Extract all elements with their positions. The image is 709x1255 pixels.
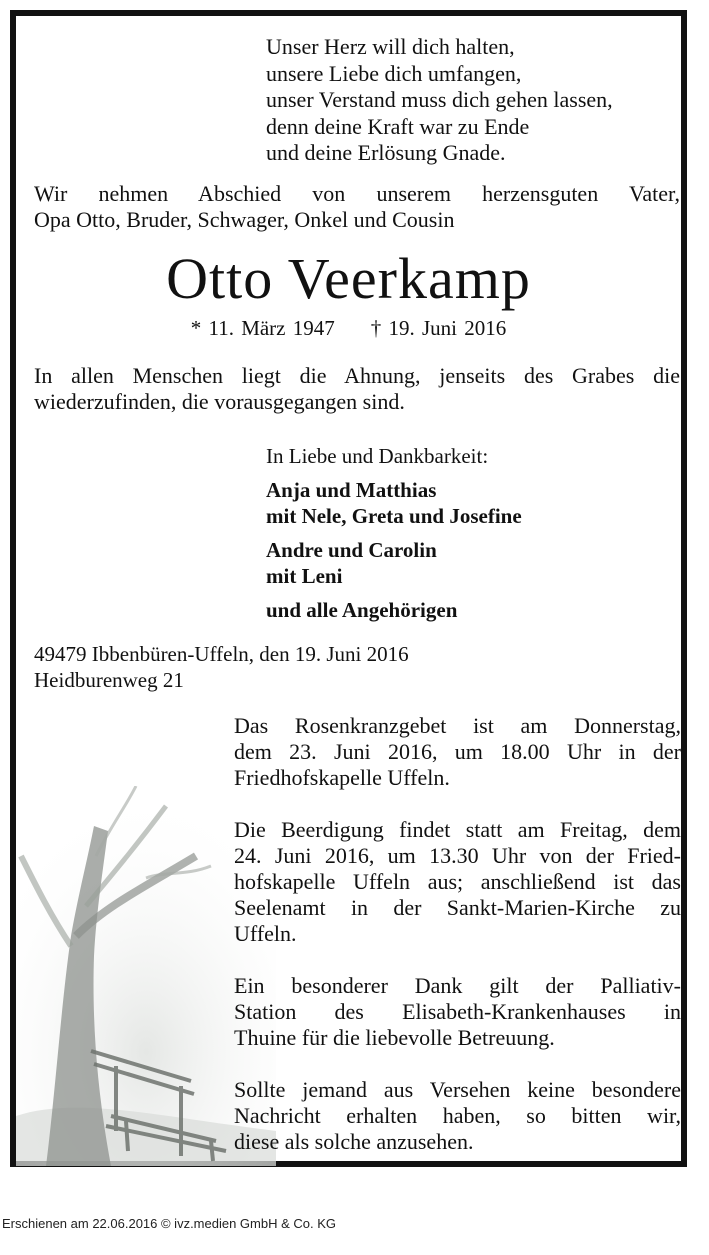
notice-line: Ein besonderer Dank gilt der Palliativ- — [234, 973, 681, 998]
quote-line: In allen Menschen liegt die Ahnung, jenseits des Grabes die — [34, 363, 680, 388]
notice-line: Das Rosenkranzgebet ist am Donnerstag, — [234, 713, 681, 738]
place-date: 49479 Ibbenbüren-Uffeln, den 19. Juni 2016 — [34, 642, 409, 666]
mourner-group: Andre und Carolin — [266, 538, 437, 562]
notice-line: Uffeln. — [234, 921, 297, 946]
notice-line: 24. Juni 2016, um 13.30 Uhr von der Fried- — [234, 843, 681, 868]
place-and-address — [34, 641, 409, 693]
poem-line: und deine Erlösung Gnade. — [266, 140, 506, 165]
deceased-name: Otto Veerkamp — [166, 246, 531, 311]
poem-line: unsere Liebe dich umfangen, — [266, 60, 522, 86]
life-dates — [16, 316, 681, 341]
notice-line: hofskapelle Uffeln aus; anschließend ist das — [234, 869, 681, 894]
mourner-group: mit Leni — [266, 564, 343, 588]
poem-line: Unser Herz will dich halten, — [266, 34, 515, 59]
missed-notification-notice — [234, 1077, 681, 1155]
mourners-heading: In Liebe und Dankbarkeit: — [266, 444, 489, 468]
notice-line: Friedhofskapelle Uffeln. — [234, 765, 450, 790]
notice-line: Thuine für die liebevolle Betreuung. — [234, 1025, 555, 1050]
notice-line: Nachricht erhalten haben, so bitten wir, — [234, 1103, 681, 1128]
rosary-notice — [234, 713, 681, 791]
notice-line: Seelenamt in der Sankt-Marien-Kirche zu — [234, 895, 681, 920]
publication-footer: Erschienen am 22.06.2016 © ivz.medien GmbH & Co. KG — [2, 1216, 337, 1231]
thanks-notice — [234, 973, 681, 1051]
mourner-group: Anja und Matthias — [266, 478, 437, 502]
quote — [34, 363, 680, 415]
mourner-group: und alle Angehörigen — [266, 598, 458, 622]
mourner-group: mit Nele, Greta und Josefine — [266, 504, 522, 528]
notice-line: Station des Elisabeth-Krankenhauses in — [234, 999, 681, 1024]
notice-line: Die Beerdigung findet statt am Freitag, dem — [234, 817, 681, 842]
intro-line: Wir nehmen Abschied von unserem herzensguten Vater, — [34, 181, 680, 206]
poem-line: denn deine Kraft war zu Ende — [266, 113, 530, 139]
notice-line: dem 23. Juni 2016, um 18.00 Uhr in der — [234, 739, 681, 764]
funeral-notice — [234, 817, 681, 947]
quote-line: wiederzufinden, die vorausgegangen sind. — [34, 389, 405, 414]
death-date: † 19. Juni 2016 — [370, 316, 507, 340]
address: Heidburenweg 21 — [34, 668, 184, 692]
service-notices — [234, 713, 681, 1155]
obituary-frame — [10, 10, 687, 1167]
poem-line: unser Verstand muss dich gehen lassen, — [266, 87, 613, 112]
intro-line: Opa Otto, Bruder, Schwager, Onkel und Cousin — [34, 207, 455, 232]
intro-text — [34, 181, 680, 233]
notice-line: Sollte jemand aus Versehen keine besondere — [234, 1077, 681, 1102]
birth-date: * 11. März 1947 — [190, 316, 335, 340]
notice-line: diese als solche anzusehen. — [234, 1129, 474, 1154]
mourners — [266, 443, 522, 623]
poem — [266, 34, 613, 167]
